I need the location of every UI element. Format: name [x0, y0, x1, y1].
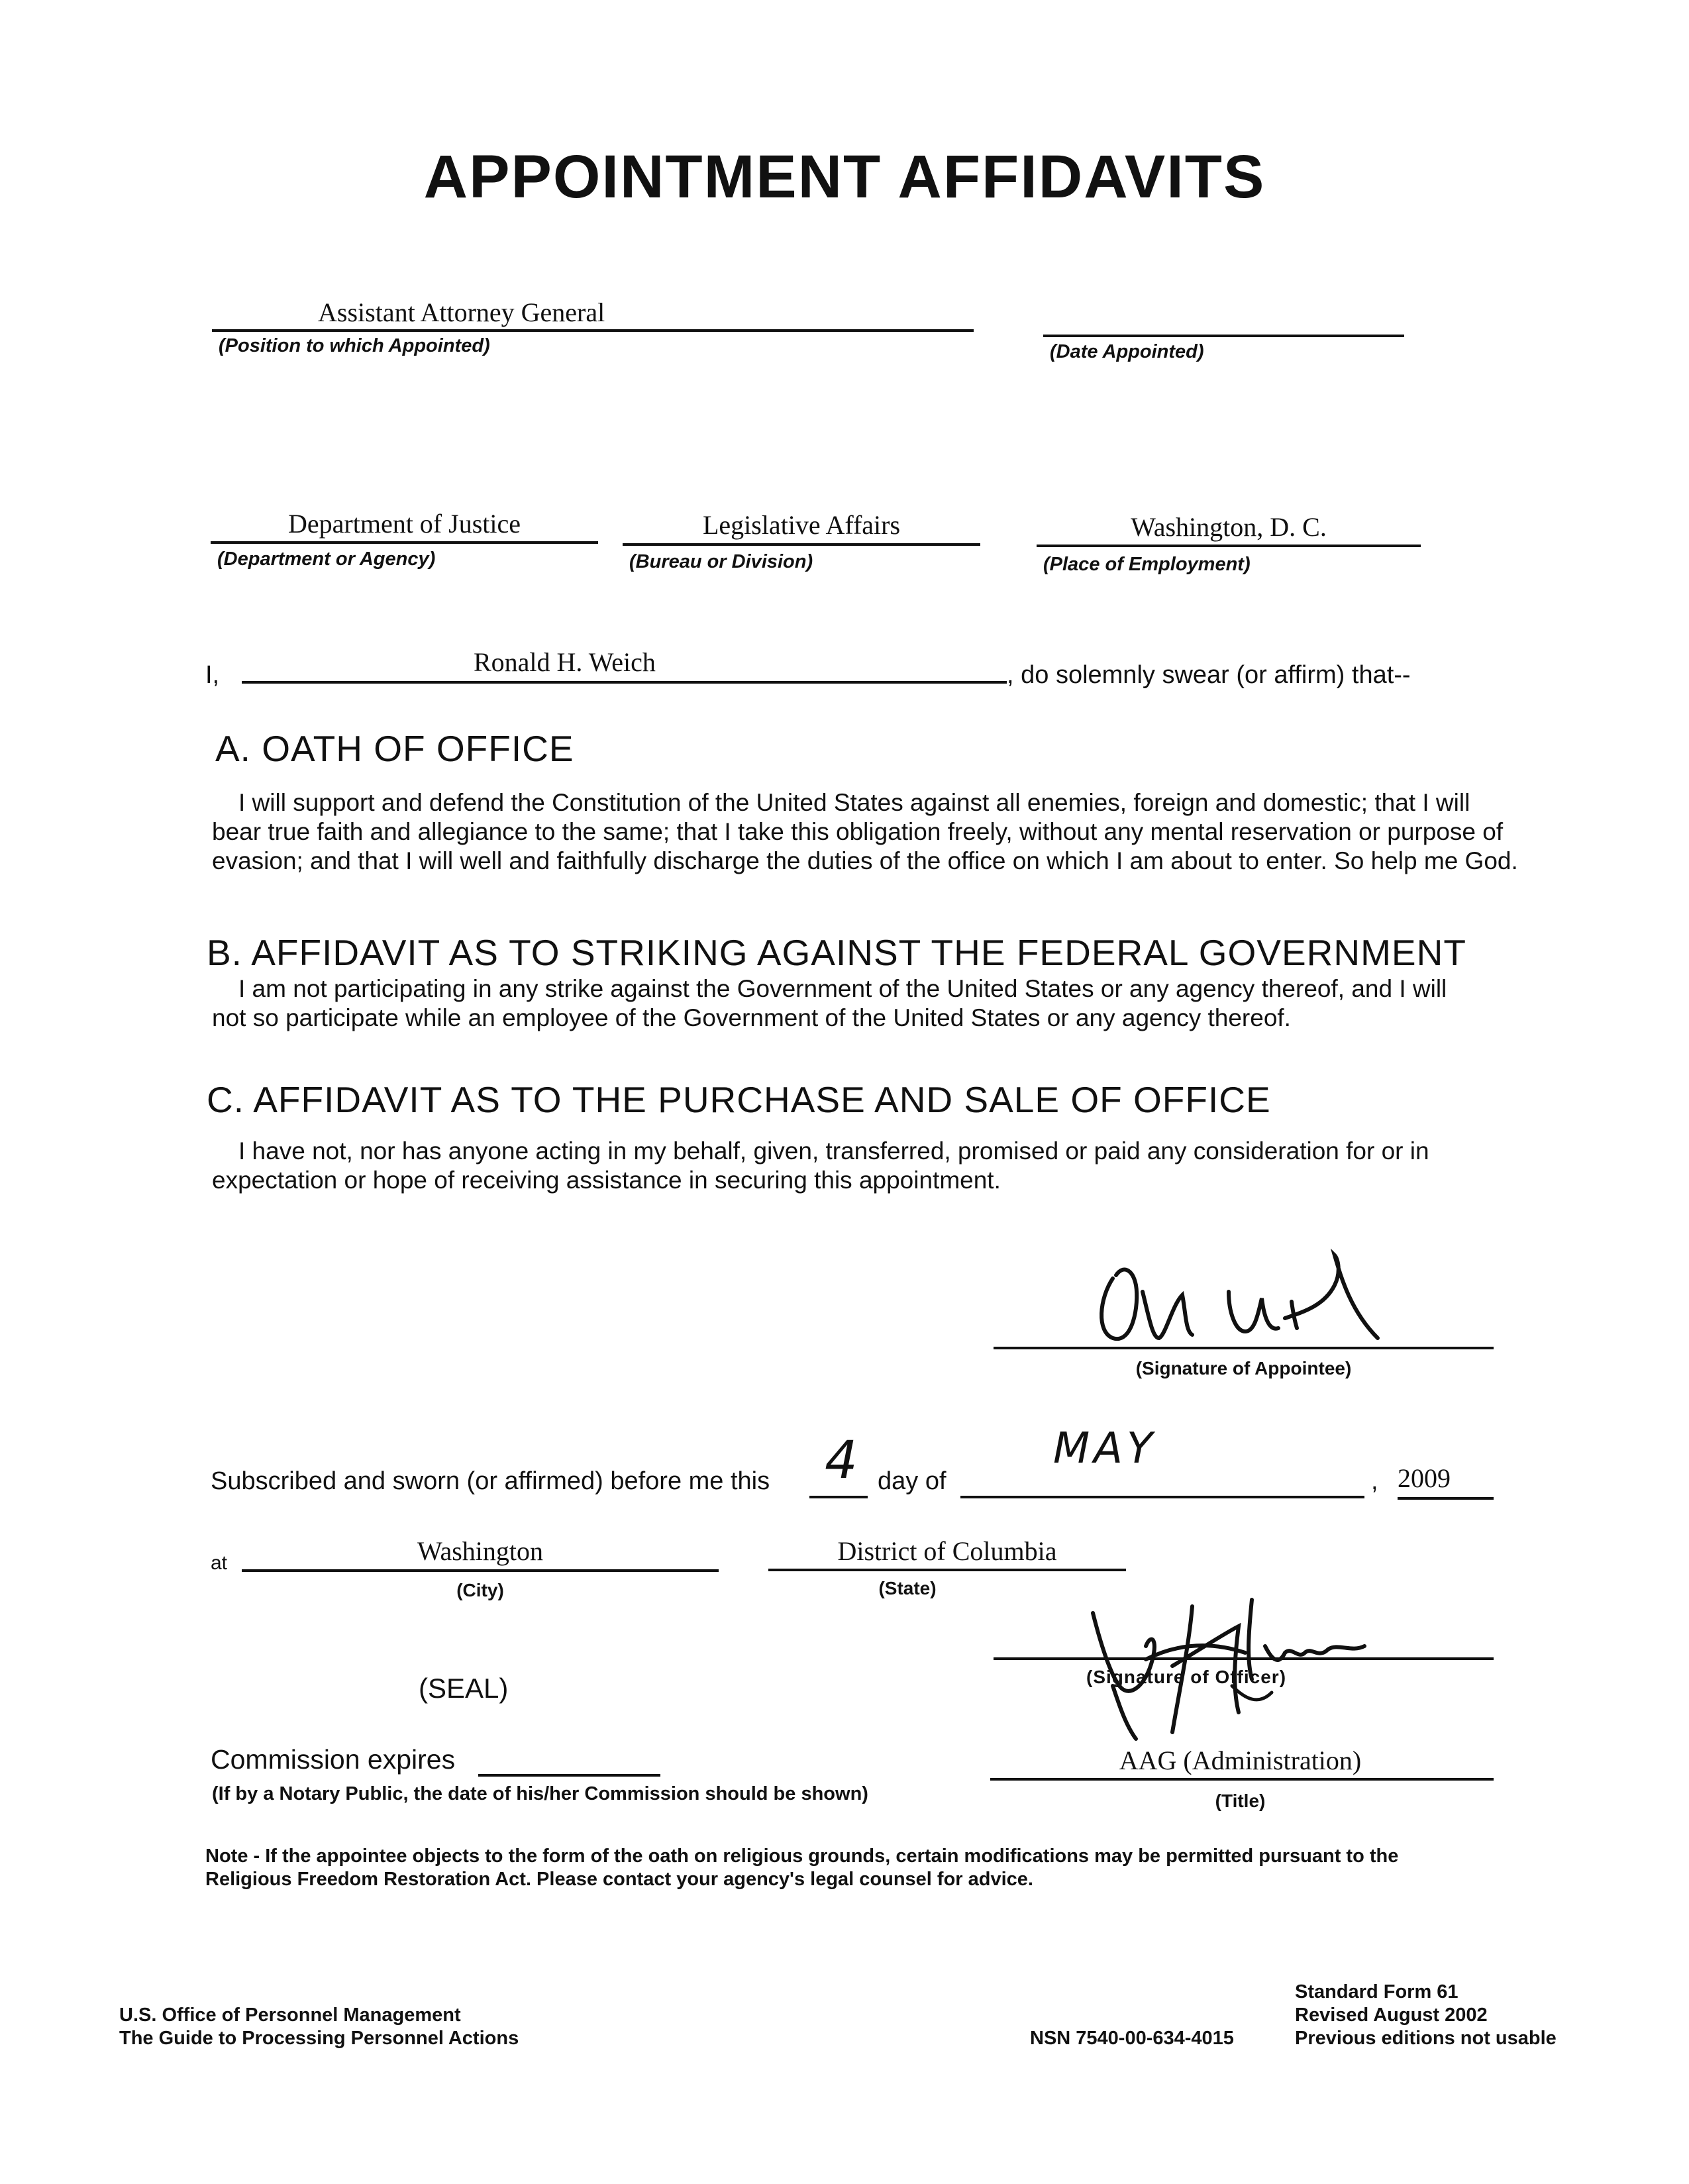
sworn-comma: , [1371, 1467, 1378, 1495]
footer-left [119, 2004, 519, 2050]
section-c-heading: C. AFFIDAVIT AS TO THE PURCHASE AND SALE OF OFFICE [207, 1079, 1271, 1120]
sworn-day-line [809, 1496, 868, 1498]
oath-prefix: I, [205, 661, 220, 689]
commission-note: (If by a Notary Public, the date of his/her Commission should be shown) [212, 1783, 868, 1804]
sworn-mid: day of [878, 1467, 947, 1495]
appointee-signature-line [994, 1347, 1494, 1349]
place-line [1037, 545, 1421, 547]
date-appointed-line [1043, 335, 1404, 337]
position-value[interactable]: Assistant Attorney General [318, 297, 605, 327]
footer-form-number: Standard Form 61 [1295, 1981, 1459, 2002]
form-title: APPOINTMENT AFFIDAVITS [423, 143, 1266, 211]
footer-right [1295, 1981, 1557, 2050]
bureau-value[interactable]: Legislative Affairs [702, 510, 901, 540]
officer-title-line [990, 1778, 1494, 1781]
footer-revised: Revised August 2002 [1295, 2004, 1488, 2026]
appointee-name[interactable]: Ronald H. Weich [474, 647, 656, 677]
sworn-day[interactable]: 4 [825, 1431, 858, 1490]
footer-editions: Previous editions not usable [1295, 2028, 1557, 2049]
sworn-prefix: Subscribed and sworn (or affirmed) before me this [211, 1467, 770, 1495]
sworn-month[interactable]: MAY [1053, 1424, 1157, 1473]
religious-note: Note - If the appointee objects to the form of the oath on religious grounds, certain modifications may be permitted pursuant to the Religious Freedom Restoration Act. Please contact your agency's legal counsel for advice. [205, 1846, 1399, 1890]
section-c-text: I have not, nor has anyone acting in my behalf, given, transferred, promised or paid any consideration for or in expectation or hope of receiving assistance in securing this appointment. [212, 1137, 1429, 1194]
department-value[interactable]: Department of Justice [288, 509, 521, 539]
bureau-caption: (Bureau or Division) [629, 551, 813, 572]
bureau-line [623, 543, 980, 546]
place-value[interactable]: Washington, D. C. [1131, 512, 1327, 542]
seal-label: (SEAL) [419, 1673, 509, 1704]
footer-agency: U.S. Office of Personnel Management [119, 2004, 461, 2026]
appointee-signature-caption: (Signature of Appointee) [1135, 1358, 1352, 1378]
appointee-signature [1086, 1239, 1417, 1358]
officer-signature [1073, 1586, 1391, 1745]
section-b-heading: B. AFFIDAVIT AS TO STRIKING AGAINST THE FEDERAL GOVERNMENT [207, 932, 1466, 973]
footer-guide: The Guide to Processing Personnel Actions [119, 2028, 519, 2049]
section-b-text: I am not participating in any strike against the Government of the United States or any agency thereof, and I will not so participate while an employee of the Government of the United States or any agency thereof. [212, 975, 1447, 1031]
city-value[interactable]: Washington [417, 1536, 544, 1566]
appointee-name-line [242, 681, 1007, 684]
position-line [212, 329, 974, 332]
officer-signature-caption: (Signature of Officer) [1086, 1667, 1287, 1687]
department-caption: (Department or Agency) [217, 548, 436, 570]
officer-title-caption: (Title) [1215, 1791, 1266, 1811]
state-caption: (State) [878, 1578, 937, 1598]
officer-title[interactable]: AAG (Administration) [1119, 1745, 1362, 1775]
date-appointed-caption: (Date Appointed) [1050, 341, 1204, 362]
footer-nsn: NSN 7540-00-634-4015 [1030, 2028, 1234, 2049]
sworn-year-line [1398, 1497, 1494, 1500]
sworn-month-line [960, 1496, 1364, 1498]
department-line [211, 541, 598, 544]
sworn-year[interactable]: 2009 [1398, 1463, 1451, 1493]
state-value[interactable]: District of Columbia [837, 1536, 1057, 1566]
position-caption: (Position to which Appointed) [219, 335, 490, 356]
oath-suffix: , do solemnly swear (or affirm) that-- [1007, 661, 1411, 689]
city-line [242, 1569, 719, 1572]
place-caption: (Place of Employment) [1043, 554, 1251, 575]
commission-line [478, 1774, 660, 1777]
at-label: at [211, 1552, 228, 1574]
commission-label: Commission expires [211, 1744, 456, 1775]
city-caption: (City) [456, 1580, 504, 1600]
section-a-heading: A. OATH OF OFFICE [215, 728, 574, 769]
section-a-text: I will support and defend the Constitution of the United States against all enemies, foreign and domestic; that I will bear true faith and allegiance to the same; that I take this obligation freely, without any mental reservation or purpose of evasion; and that I will well and faithfully discharge the duties of the office on which I am about to enter. So help me God. [212, 789, 1518, 874]
state-line [768, 1569, 1126, 1571]
